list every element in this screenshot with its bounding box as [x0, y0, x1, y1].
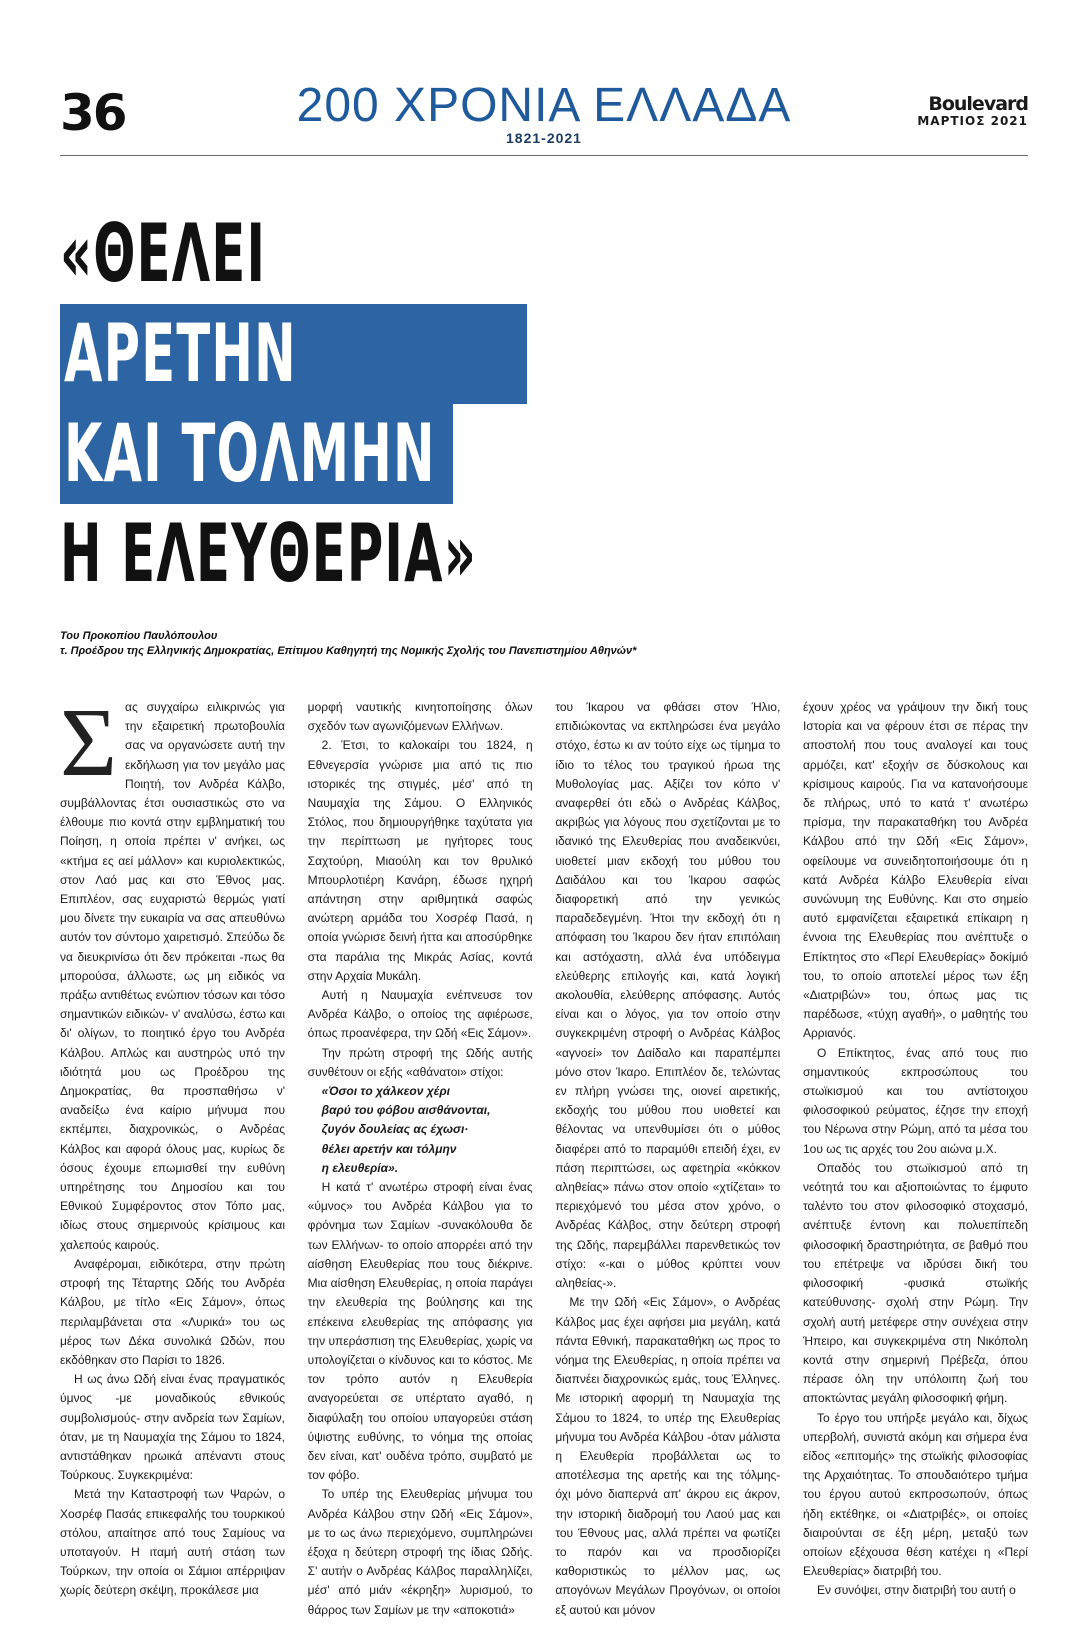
paragraph: Οπαδός του στωϊκισμού από τη νεότητά του και αξιοποιώντας το έμφυτο ταλέντο του στον φιλοσοφικό στοχασμό, ανέπτυξε έντονη και πολυεπίπεδη φιλοσοφική δραστηριότητα, σε βαθμό που του επέτρεψε να ιδρύσει δική του φιλοσοφική -φυσικά στωϊκής κατεύθυνσης- σχολή στην Ρώμη. Την σχολή αυτή μετέφερε στην συνέχεια στην Ήπειρο, και συγκεκριμένα στη Νικόπολη κοντά στην σημερινή Πρέβεζα, όπου πέρασε όλη την υπόλοιπη ζωή του αποκτώντας μεγάλη φιλοσοφική φήμη.: [802, 1160, 1028, 1406]
paragraph: 2. Έτσι, το καλοκαίρι του 1824, η Εθνεγερσία γνώρισε μια από τις πιο ιστορικές της στιγμές, μέσ' από τη Ναυμαχία της Σάμου. Ο Ελληνικός Στόλος, που δημιουργήθηκε ταχύτατα για την περίπτωση με ηγήτορες τους Σαχτούρη, Μιαούλη και τον θρυλικό Μπουρλοτιέρη Κανάρη, έδωσε ηχηρή απάντηση στην αριθμητικά σαφώς ανώτερη αρμάδα του Χοσρέφ Πασά, η οποία γνώρισε δεινή ήττα και αποσύρθηκε στα παράλια της Μικράς Ασίας, κοντά στην Αρχαία Μυκάλη.: [307, 738, 533, 983]
dropcap: Σ: [60, 689, 118, 797]
paragraph: Με την Ωδή «Εις Σάμον», ο Ανδρέας Κάλβος μας έχει αφήσει μια μεγάλη, κατά πάντα Εθνική, παρακαταθήκη ως προς το νόημα της Ελευθερίας, η οποία πρέπει να διαπνέει διαχρονικώς εμάς, τους Έλληνες. Με ιστορική αφορμή τη Ναυμαχία της Σάμου το 1824, το υπέρ της Ελευθερίας μήνυμα του Ανδρέα Κάλβου -όταν μάλιστα η Ελευθερία προβάλλεται ως το αποτέλεσμα της αρετής και της τόλμης- όχι μόνο διαπερνά απ' άκρου εις άκρον, την ιστορική διαδρομή του Λαού μας και του Έθνους μας, αλλά πρέπει να φωτίζει το παρόν και να προσδιορίζει καθοριστικώς το μέλλον μας, ως απογόνων Μεγάλων Προγόνων, οι οποίοι εξ αυτού και μόνον: [555, 1295, 781, 1617]
article-column-3: [555, 698, 781, 1617]
paragraph: Αναφέρομαι, ειδικότερα, στην πρώτη στροφή της Τέταρτης Ωδής του Ανδρέα Κάλβου, με τίτλο «Εις Σάμον», όπως περιλαμβάνεται στα «Λυρικά» του ως μέρος των Δέκα συνολικά Ωδών, που εκδόθηκαν στο Παρίσι το 1826.: [60, 1256, 285, 1367]
article-column-4: [802, 698, 1028, 1598]
headline: [60, 204, 780, 604]
article-body: [60, 689, 1028, 1617]
paragraph: Την πρώτη στροφή της Ωδής αυτής συνθέτουν οι εξής «αθάνατοι» στίχοι:: [307, 1045, 533, 1079]
verse-line: η ελευθερία».: [321, 1160, 399, 1175]
headline-line-1: «ΘΕΛΕΙ: [60, 207, 267, 300]
page-header: [60, 78, 1028, 158]
page-number: 36: [60, 84, 126, 142]
issue-date: ΜΑΡΤΙΟΣ 2021: [917, 114, 1028, 128]
paragraph: μορφή ναυτικής κινητοποίησης όλων σχεδόν των αγωνιζόμενων Ελλήνων.: [307, 700, 533, 734]
verse-line: ζυγόν δουλείας ας έχωσι·: [321, 1122, 469, 1137]
paragraph: Μετά την Καταστροφή των Ψαρών, ο Χοσρέφ Πασάς επικεφαλής του τουρκικού στόλου, απαίτησε από τους Σαμίους να υποταγούν. Η ιταμή αυτή στάση των Τούρκων, την οποία οι Σάμιοι απέρριψαν χωρίς δεύτερη σκέψη, προκάλεσε μια: [60, 1487, 285, 1598]
headline-line-2: ΑΡΕΤΗΝ: [60, 304, 780, 404]
verse-line: θέλει αρετήν και τόλμην: [321, 1141, 457, 1156]
paragraph: έχουν χρέος να γράψουν την δική τους Ιστορία και να φέρουν έτσι σε πέρας την αποστολή που τους αναλογεί και τους αρμόζει, κατ' εξοχήν σε δύσκολους και κρίσιμους καιρούς. Για να κατανοήσουμε δε πλήρως, υπό το κατά τ' ανωτέρω πρίσμα, την παρακαταθήκη του Ανδρέα Κάλβου από την Ωδή «Εις Σάμον», οφείλουμε να συνειδητοποιήσουμε ότι η κατά Ανδρέα Κάλβο Ελευθερία είναι συνώνυμη της Ευθύνης. Και στο σημείο αυτό εμφανίζεται εξαιρετικά επίκαιρη η έννοια της Ελευθερίας που ανέπτυξε ο Επίκτητος στο «Περί Ελευθερίας» δοκίμιό του, το οποίο αποτελεί μέρος των έξη «Διατριβών» του, όπως μας τις παρέδωσε, «τύχη αγαθή», ο μαθητής του Αρριανός.: [802, 700, 1028, 1041]
paragraph: Η κατά τ' ανωτέρω στροφή είναι ένας «ύμνος» του Ανδρέα Κάλβου για το φρόνημα των Σαμίων -συνακόλουθα δε των Ελλήνων- το οποίο απορρέει από την αίσθηση Ελευθερίας που τους διέκρινε. Μια αίσθηση Ελευθερίας, η οποία παράγει την ελευθερία της βούλησης και της επέκεινα ελευθερίας της απόφασης για την υπεράσπιση της Ελευθερίας, χωρίς να υπολογίζεται ο κίνδυνος και το κόστος. Με τον τρόπο αυτόν η Ελευθερία αναγορεύεται σε υπέρτατο αγαθό, η διαφύλαξη του οποίου υπαγορεύει στάση ύψιστης ευθύνης, το νόημα της οποίας δεν είναι, κατ' ουδένα τρόπο, συμβατό με τον φόβο.: [307, 1180, 533, 1483]
article-column-2: [307, 698, 533, 1617]
article-column-1: [60, 689, 285, 1598]
byline-author: Του Προκοπίου Παυλόπουλου: [60, 630, 218, 642]
brand-block: [917, 94, 1028, 128]
section-years: 1821-2021: [506, 130, 582, 146]
paragraph: Το έργο του υπήρξε μεγάλο και, δίχως υπερβολή, συνιστά ακόμη και σήμερα ένα είδος «επιτομής» της στωϊκής φιλοσοφίας της Αρχαιότητας. Το σπουδαιότερο τμήμα του έργου αυτού εκπροσωπούν, όπως ήδη εκτέθηκε, οι «Διατριβές», οι οποίες διαιρούνται σε έξη μέρη, μεταξύ των οποίων εξέχουσα θέση κατέχει η «Περί Ελευθερίας» διατριβή του.: [802, 1410, 1028, 1579]
paragraph: Το υπέρ της Ελευθερίας μήνυμα του Ανδρέα Κάλβου στην Ωδή «Εις Σάμον», με το ως άνω περιεχόμενο, συμπληρώνει έξοχα η δεύτερη στροφή της ίδιας Ωδής. Σ' αυτήν ο Ανδρέας Κάλβος παραλληλίζει, μέσ' από μιάν «έκρηξη» λυρισμού, το θάρρος των Σαμίων με την «αποκοτιά»: [307, 1487, 533, 1617]
paragraph: ας συγχαίρω ειλικρινώς για την εξαιρετική πρωτοβουλία σας να οργανώσετε αυτή την εκδήλωση για τον μεγάλο μας Ποιητή, τον Ανδρέα Κάλβο, συμβάλλοντας έτσι ουσιαστικώς στο να έλθουμε πιο κοντά στην εμβληματική του Ποίηση, η οποία πρέπει ν' ανήκει, ως «κτήμα ες αεί μάλλον» και κυριολεκτικώς, στον Λαό μας και στο Έθνος μας. Επιπλέον, σας ευχαριστώ θερμώς γιατί μου δίνετε την ευκαιρία να σας απευθύνω αυτόν τον σύντομο χαιρετισμό. Σπεύδω δε να διευκρινίσω ότι δεν πρόκειται -πως θα μπορούσα, άλλωστε, ως μη ειδικός να πράξω αντιθέτως ενώπιον τόσων και τόσο σημαντικών ειδικών- ν' αναλύσω, έστω και δι' ολίγων, το ποιητικό έργο του Ανδρέα Κάλβου. Απλώς και αυστηρώς υπό την ιδιότητά μου ως Προέδρου της Δημοκρατίας, θα προσπαθήσω ν' αναδείξω ένα καίριο μήνυμα που εκπέμπει, διαχρονικώς, ο Ανδρέας Κάλβος και αφορά όλους μας, κυρίως δε όσους έχουμε επωμισθεί την ευθύνη υπηρέτησης του Δημοσίου και του Εθνικού Συμφέροντος στον Τόπο μας, ιδίως στους σημερινούς κρίσιμους και χαλεπούς καιρούς.: [60, 700, 285, 1252]
headline-line-3: ΚΑΙ ΤΟΛΜΗΝ: [60, 404, 780, 504]
byline-role: τ. Προέδρου της Ελληνικής Δημοκρατίας, Επίτιμου Καθηγητή της Νομικής Σχολής του Πανεπιστημίου Αθηνών*: [60, 645, 637, 657]
paragraph: Εν συνόψει, στην διατριβή του αυτή ο: [816, 1583, 1016, 1598]
paragraph: Ο Επίκτητος, ένας από τους πιο σημαντικούς εκπροσώπους του στωϊκισμού και του αντίστοιχου φιλοσοφικού ρεύματος, έζησε την εποχή του Νέρωνα στην Ρώμη, από τα μέσα του 1ου ως τις αρχές του 2ου αιώνα μ.Χ.: [802, 1045, 1028, 1156]
brand-logo: Boulevard: [928, 93, 1028, 115]
section-title: 200 ΧΡΟΝΙΑ ΕΛΛΑΔΑ: [296, 79, 792, 132]
header-divider: [60, 155, 1028, 156]
byline: [60, 629, 1020, 659]
paragraph: του Ίκαρου να φθάσει στον Ήλιο, επιδιώκοντας να εκπληρώσει ένα μεγάλο στόχο, έστω κι αν τούτο είχε ως τίμημα το ίδιο το τέλος του τραγικού ήρωα της Μυθολογίας μας. Αξίζει τον κόπο ν' αναφερθεί ότι εδώ ο Ανδρέας Κάλβος, ακριβώς για λόγους που σχετίζονται με το ιδανικό της Ελευθερίας που αναδεικνύει, υιοθετεί μιαν εκδοχή του μύθου του Δαιδάλου και του Ίκαρου σαφώς διαφορετική από την γενικώς παραδεδεγμένη. Ήτοι την εκδοχή ότι η απόφαση του Ίκαρου δεν ήταν επιπόλαιη και αστόχαστη, αλλά ένα υπόδειγμα ελεύθερης επιλογής και, κατά λογική ακολουθία, ελεύθερης απόφασης. Αυτός είναι και ο λόγος, για τον οποίο στην συγκεκριμένη στροφή ο Ανδρέας Κάλβος «αγνοεί» τον Δαίδαλο και παραπέμπει μόνο στον Ίκαρο. Επιπλέον δε, τελώντας εν πλήρη γνώσει της, οιονεί αιρετικής, εκδοχής του μύθου που υιοθετεί και θέλοντας να υπενθυμίσει ότι ο μύθος διαφέρει από το παραμύθι επειδή έχει, εν πάση περιπτώσει, ως αφετηρία «κόκκον αληθείας» πάνω στον οποίο «χτίζεται» το περιεχόμενό του μέσα στον χρόνο, ο Ανδρέας Κάλβος, στην δεύτερη στροφή της Ωδής, παρεμβάλλει παρενθετικώς τον στίχο: «-και ο μύθος κρύπτει νουν αληθείας-».: [555, 700, 781, 1291]
headline-line-4: Η ΕΛΕΥΘΕΡΙΑ»: [60, 507, 478, 600]
paragraph: Η ως άνω Ωδή είναι ένας πραγματικός ύμνος -με μοναδικούς εθνικούς συμβολισμούς- στην ανδρεία των Σαμίων, όταν, με τη Ναυμαχία της Σάμου το 1824, αντιστάθηκαν ηρωικά απέναντι στους Τούρκους. Συγκεκριμένα:: [60, 1372, 285, 1483]
paragraph: Αυτή η Ναυμαχία ενέπνευσε τον Ανδρέα Κάλβο, ο οποίος της αφιέρωσε, όπως προανέφερα, την Ωδή «Εις Σάμον».: [307, 988, 533, 1041]
verse-line: βαρύ του φόβου αισθάνονται,: [321, 1103, 491, 1118]
verse-line: «Όσοι το χάλκεον χέρι: [321, 1084, 451, 1099]
